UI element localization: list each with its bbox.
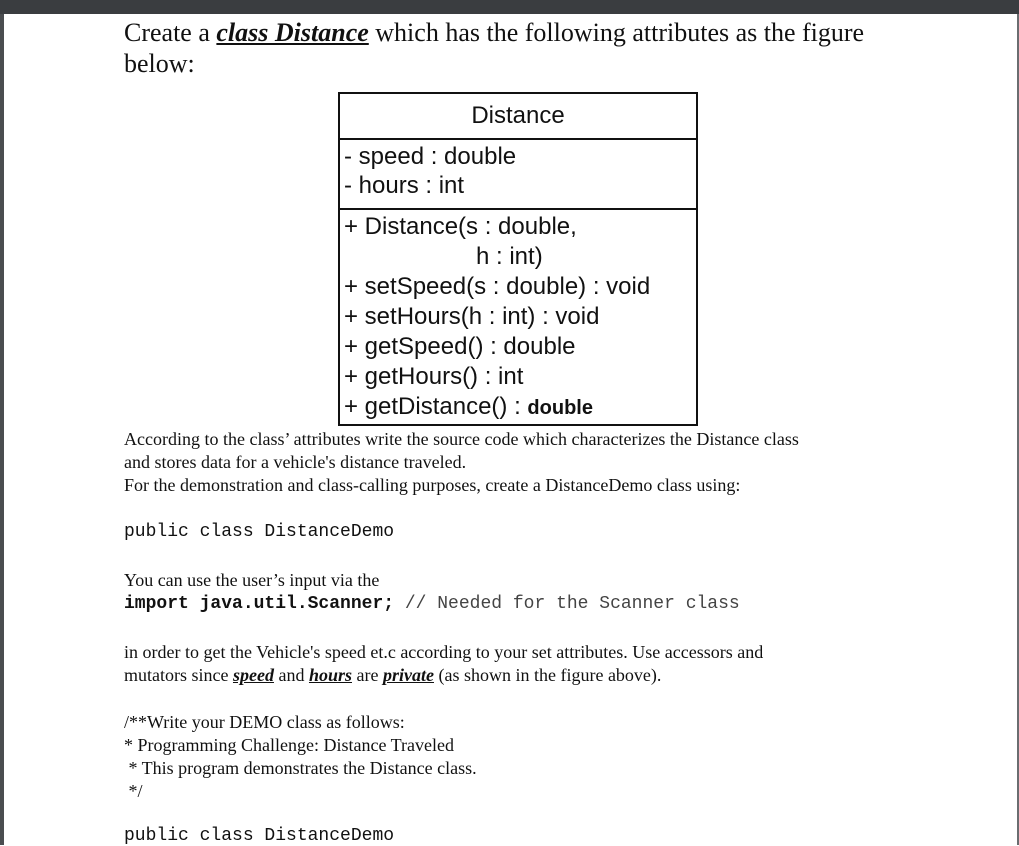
uml-operations: [340, 210, 696, 424]
para2-text-end: (as shown in the figure above).: [433, 665, 662, 685]
comment-line-3: * This program demonstrates the Distance class.: [124, 758, 477, 778]
emphasis-private: private: [382, 665, 434, 685]
uml-op-set-speed: + setSpeed(s : double) : void: [344, 273, 651, 300]
uml-attribute-speed: - speed : double: [344, 143, 517, 170]
document-page: [4, 14, 1017, 845]
comment-line-4: */: [124, 781, 143, 801]
code-public-class-1: public class DistanceDemo: [124, 522, 395, 542]
comment-line-2: * Programming Challenge: Distance Traveled: [124, 735, 454, 755]
uml-op-get-distance-type: double: [527, 397, 593, 419]
para2-line1: in order to get the Vehicle's speed et.c according to your set attributes. Use accessors and: [124, 642, 764, 662]
para1-line3: For the demonstration and class-calling purposes, create a DistanceDemo class using:: [124, 475, 741, 495]
uml-op-get-speed: + getSpeed() : double: [344, 333, 576, 360]
emphasis-speed: speed: [232, 665, 274, 685]
import-comment: // Needed for the Scanner class: [394, 594, 740, 614]
uml-op-set-hours: + setHours(h : int) : void: [344, 303, 600, 330]
para1-line2: and stores data for a vehicle's distance traveled.: [124, 452, 467, 472]
import-statement: import java.util.Scanner;: [124, 594, 395, 614]
para1-line1: According to the class’ attributes write the source code which characterizes the Distance class: [124, 429, 799, 449]
para2-text-and: and: [273, 665, 309, 685]
viewer-top-bar: [0, 0, 1019, 14]
para2-text: mutators since: [124, 665, 233, 685]
code-public-class-2: public class DistanceDemo: [124, 826, 395, 846]
import-line: [124, 594, 740, 614]
heading-line-2: below:: [124, 49, 195, 78]
heading-line-1: [124, 18, 864, 48]
emphasis-hours: hours: [308, 665, 352, 685]
uml-op-get-distance: [344, 392, 696, 423]
uml-op-constructor: + Distance(s : double,: [344, 213, 577, 240]
uml-op-get-hours: + getHours() : int: [344, 363, 524, 390]
uml-attributes: [340, 140, 696, 210]
class-name-emphasis: class Distance: [216, 18, 369, 47]
comment-line-1: /**Write your DEMO class as follows:: [124, 712, 405, 732]
uml-class-diagram: [338, 92, 698, 426]
para2-line2: [124, 664, 661, 687]
uml-op-get-distance-sig: + getDistance() :: [344, 393, 528, 420]
heading-text: Create a: [124, 18, 217, 47]
uml-attribute-hours: - hours : int: [344, 172, 465, 199]
heading-text-continued: which has the following attributes as the figure: [368, 18, 865, 47]
input-text: You can use the user’s input via the: [124, 570, 380, 590]
uml-class-name: Distance: [340, 94, 696, 140]
para2-text-are: are: [352, 665, 383, 685]
uml-op-constructor-cont: h : int): [476, 243, 543, 270]
